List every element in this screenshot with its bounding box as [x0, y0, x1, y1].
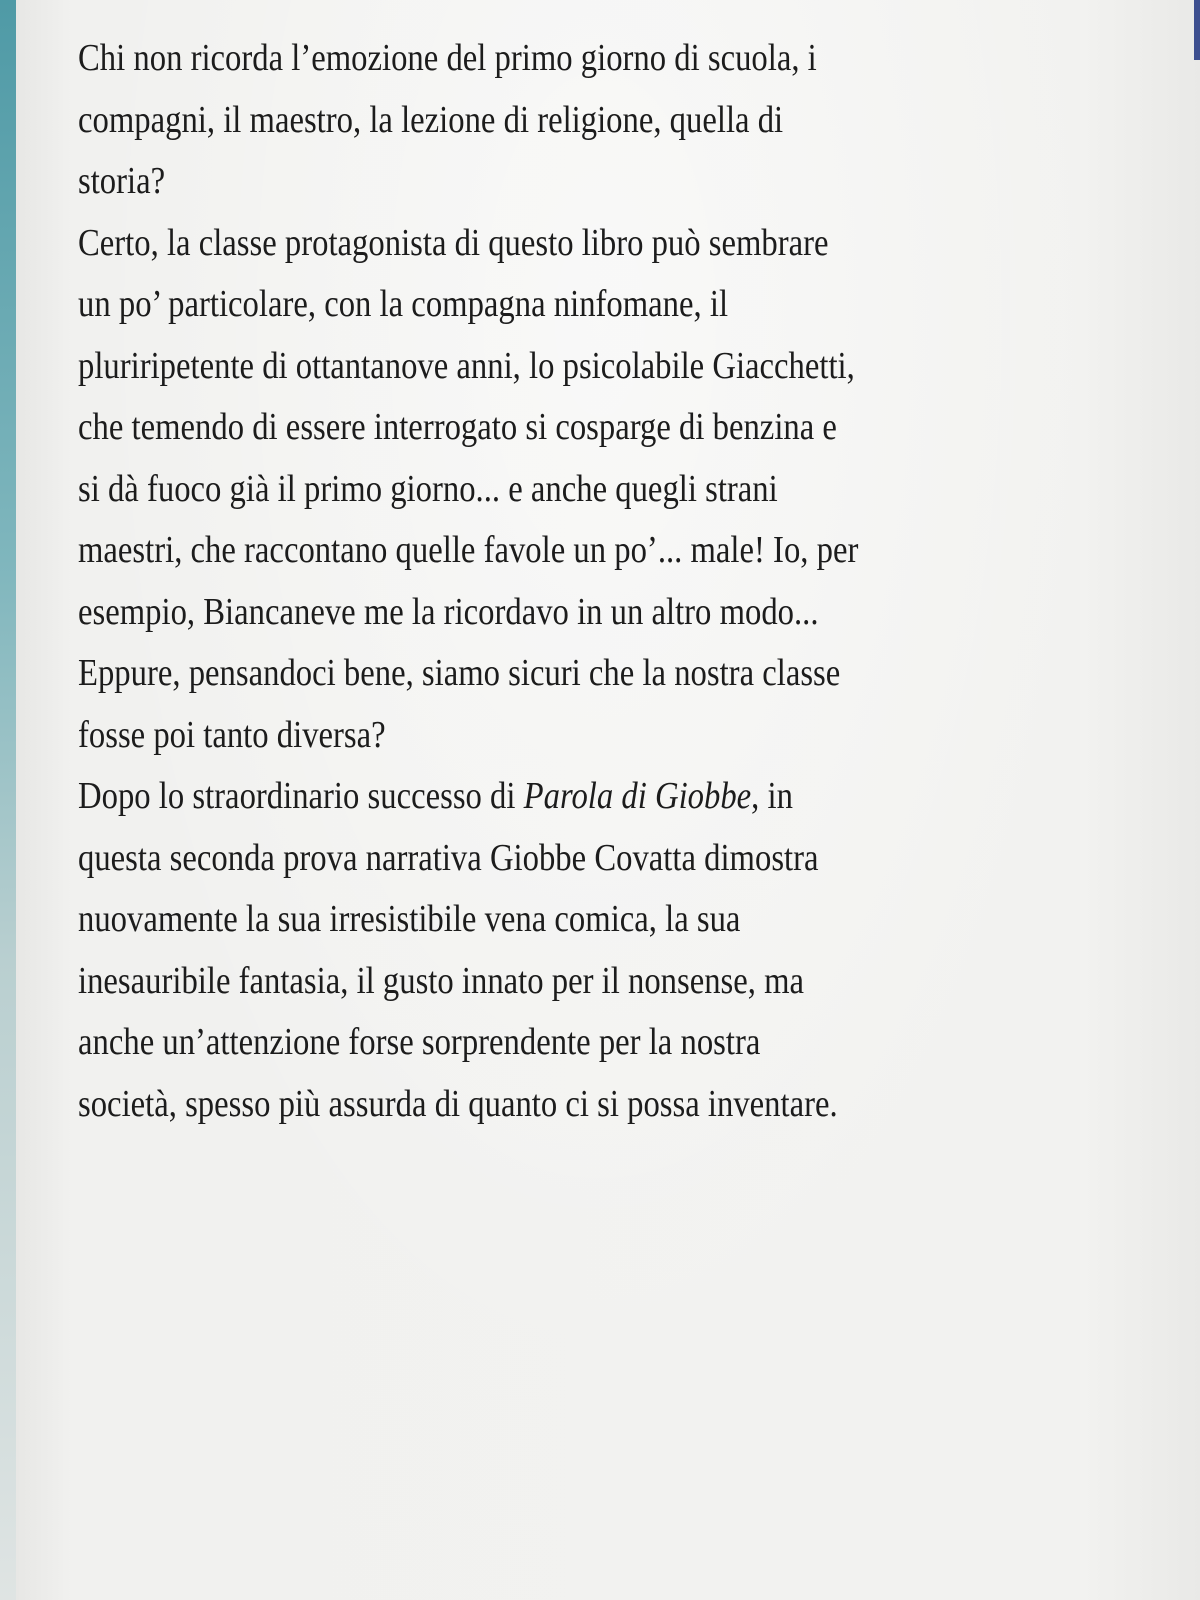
blurb-line-7: che temendo di essere interrogato si cosparge di benzina e — [78, 406, 837, 448]
blurb-line-2: compagni, il maestro, la lezione di religione, quella di — [78, 98, 784, 141]
blurb-line-9: maestri, che raccontano quelle favole un po’... male! Io, per — [78, 529, 859, 571]
blurb-line-1: Chi non ricorda l’emozione del primo giorno di scuola, i — [78, 37, 817, 79]
blurb-line-8: si dà fuoco già il primo giorno... e anche quegli strani — [78, 467, 778, 510]
blurb-line-12: fosse poi tanto diversa? — [78, 713, 386, 756]
blurb-line-11: Eppure, pensandoci bene, siamo sicuri che la nostra classe — [78, 652, 841, 694]
blurb-line-16: inesauribile fantasia, il gusto innato per il nonsense, ma — [78, 959, 805, 1002]
blurb-line-14: questa seconda prova narrativa Giobbe Covatta dimostra — [78, 836, 819, 879]
blurb-line-13-end: , in — [751, 775, 793, 817]
blurb-line-4: Certo, la classe protagonista di questo libro può sembrare — [78, 221, 829, 264]
blurb-line-6: pluriripetente di ottantanove anni, lo psicolabile Giacchetti, — [78, 344, 855, 387]
cover-spine-edge — [0, 0, 16, 1600]
blurb-line-5: un po’ particolare, con la compagna ninfomane, il — [78, 283, 729, 325]
blurb-line-3: storia? — [78, 160, 166, 202]
cover-blurb-text — [78, 28, 938, 1135]
adjacent-object-edge — [1194, 0, 1200, 60]
blurb-line-10: esempio, Biancaneve me la ricordavo in un altro modo... — [78, 590, 819, 633]
blurb-line-18: società, spesso più assurda di quanto ci si possa inventare. — [78, 1082, 838, 1125]
blurb-line-15: nuovamente la sua irresistibile vena comica, la sua — [78, 898, 741, 940]
blurb-line-13-start: Dopo lo straordinario successo di — [78, 775, 524, 817]
book-title-italic: Parola di Giobbe — [523, 775, 752, 817]
blurb-line-13 — [78, 766, 938, 828]
blurb-line-17: anche un’attenzione forse sorprendente per la nostra — [78, 1021, 761, 1063]
